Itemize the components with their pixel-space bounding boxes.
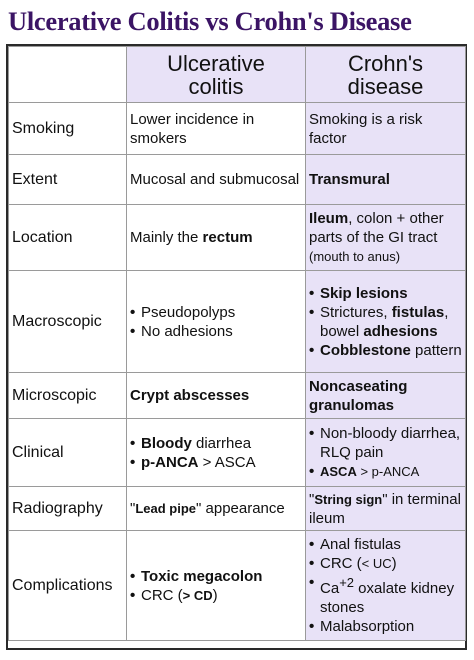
list-item: • CRC (> CD) — [130, 586, 302, 605]
cd-cell: Smoking is a risk factor — [306, 103, 466, 155]
cd-cell — [306, 271, 466, 373]
comparison-table — [8, 46, 466, 641]
uc-cell: "Lead pipe" appearance — [127, 487, 306, 531]
header-ulcerative-colitis: Ulcerative colitis — [127, 47, 306, 103]
cd-cell — [306, 419, 466, 487]
row-label: Smoking — [9, 103, 127, 155]
list-item: • Non-bloody diarrhea, RLQ pain — [309, 424, 462, 462]
list-item: • Bloody diarrhea — [130, 434, 302, 453]
row-label: Complications — [9, 531, 127, 641]
row-label: Microscopic — [9, 373, 127, 419]
uc-cell: Mainly the rectum — [127, 205, 306, 271]
table-row-location — [9, 205, 466, 271]
list-item: • p-ANCA > ASCA — [130, 453, 302, 472]
cd-cell: Ileum, colon + other parts of the GI tract (mouth to anus) — [306, 205, 466, 271]
row-label: Macroscopic — [9, 271, 127, 373]
uc-cell: Lower incidence in smokers — [127, 103, 306, 155]
table-row-macroscopic — [9, 271, 466, 373]
list-item: • Cobblestone pattern — [309, 341, 462, 360]
table-row-extent — [9, 155, 466, 205]
uc-cell — [127, 531, 306, 641]
header-crohns-disease: Crohn's disease — [306, 47, 466, 103]
uc-cell: Crypt abscesses — [127, 373, 306, 419]
row-label: Location — [9, 205, 127, 271]
list-item: • No adhesions — [130, 322, 302, 341]
cd-cell: "String sign" in terminal ileum — [306, 487, 466, 531]
page-title: Ulcerative Colitis vs Crohn's Disease — [8, 6, 412, 36]
table-row-radiography — [9, 487, 466, 531]
row-label: Clinical — [9, 419, 127, 487]
list-item: • $Ca^{+2}$ oxalate kidney stones — [309, 573, 462, 617]
list-item: • CRC (< UC) — [309, 554, 462, 573]
list-item: • Pseudopolyps — [130, 303, 302, 322]
table-row-microscopic — [9, 373, 466, 419]
list-item: • Skip lesions — [309, 284, 462, 303]
table-row-smoking — [9, 103, 466, 155]
header-corner-cell — [9, 47, 127, 103]
list-item: • Malabsorption — [309, 617, 462, 636]
row-label: Radiography — [9, 487, 127, 531]
list-item: • Anal fistulas — [309, 535, 462, 554]
uc-cell — [127, 271, 306, 373]
cd-cell: Noncaseating granulomas — [306, 373, 466, 419]
cd-cell: Transmural — [306, 155, 466, 205]
list-item: • Toxic megacolon — [130, 567, 302, 586]
table-header-row — [9, 47, 466, 103]
uc-cell: Mucosal and submucosal — [127, 155, 306, 205]
list-item: • Strictures, fistulas, bowel adhesions — [309, 303, 462, 341]
cd-cell — [306, 531, 466, 641]
list-item: • ASCA > p-ANCA — [309, 462, 462, 481]
row-label: Extent — [9, 155, 127, 205]
table-row-complications — [9, 531, 466, 641]
uc-cell — [127, 419, 306, 487]
table-row-clinical — [9, 419, 466, 487]
